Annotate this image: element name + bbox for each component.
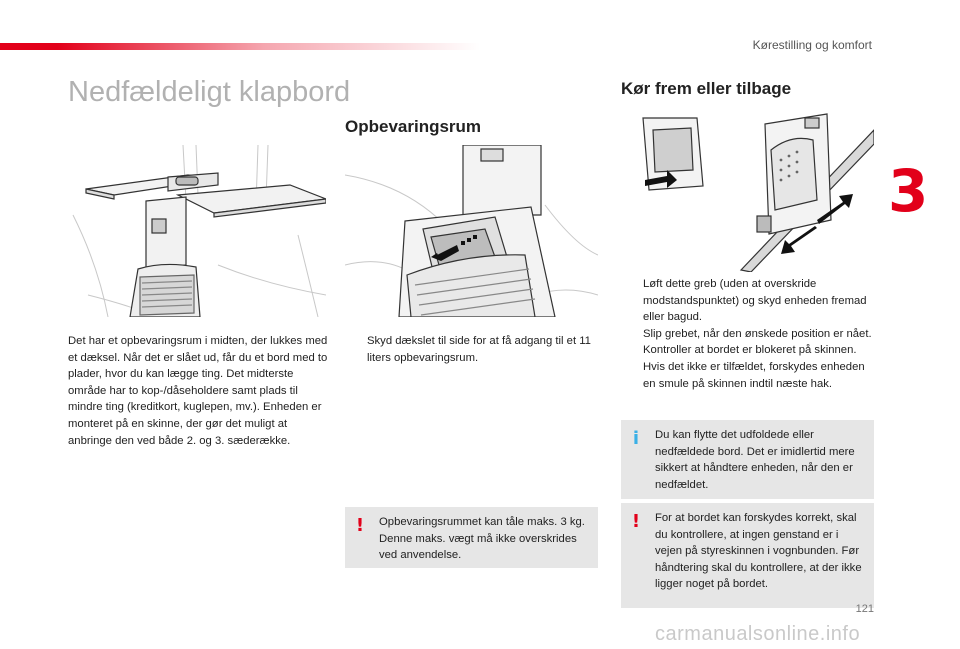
list-item-text: Kontroller at bordet er blokeret på skinnen. Hvis det ikke er tilfældet, forskydes enheden en smule på skinnen indtil næste hak. <box>643 344 865 390</box>
chapter-title: Kørestilling og komfort <box>752 38 872 52</box>
warning-exclamation-icon: ! <box>355 515 365 536</box>
info-i-icon: i <box>632 428 640 449</box>
warning-note-text: For at bordet kan forskydes korrekt, skal du kontrollere, at ingen genstand er i vejen på styreskinnen i vognbunden. Før håndtering skal du kontrollere, at der ikke ligger noget på bordet. <box>655 512 862 591</box>
storage-heading: Opbevaringsrum <box>345 117 482 136</box>
move-instructions <box>621 276 877 392</box>
list-item <box>345 333 595 366</box>
rail-illustration <box>621 110 874 272</box>
page-title: Nedfældeligt klapbord <box>68 76 351 108</box>
move-heading: Kør frem eller tilbage <box>621 79 792 98</box>
info-note <box>621 420 874 499</box>
storage-instructions <box>345 333 595 366</box>
rail-drawing <box>621 110 874 272</box>
list-item <box>621 326 877 343</box>
folding-table-drawing <box>68 145 326 317</box>
page-number: 121 <box>855 603 874 615</box>
storage-illustration <box>345 145 598 317</box>
list-item-text: Slip grebet, når den ønskede position er nået. <box>643 327 872 340</box>
chapter-number: 3 <box>888 157 929 225</box>
list-item <box>621 342 877 392</box>
warning-note-text: Opbevaringsrummet kan tåle maks. 3 kg. Denne maks. vægt må ikke overskrides ved anvendelse. <box>379 516 585 562</box>
info-note-text: Du kan flytte det udfoldede eller nedfældede bord. Det er imidlertid mere sikkert at håndtere enheden, når den er nedfældet. <box>655 429 855 491</box>
chapter-color-bar <box>0 43 480 50</box>
list-item <box>621 276 877 326</box>
list-item-text: Løft dette greb (uden at overskride modstandspunktet) og skyd enheden fremad eller bagud. <box>643 278 867 324</box>
folding-table-illustration <box>68 145 326 317</box>
list-item-text: Skyd dækslet til side for at få adgang til et 11 liters opbevaringsrum. <box>367 335 591 364</box>
warning-note-storage <box>345 507 598 568</box>
warning-exclamation-icon: ! <box>631 511 641 532</box>
watermark: carmanualsonline.info <box>655 623 861 645</box>
storage-drawing <box>345 145 598 317</box>
intro-paragraph: Det har et opbevaringsrum i midten, der lukkes med et dæksel. Når det er slået ud, får du et bord med to plader, hvor du kan lægge ting. Det midterste område har to kop-/dåseholdere samt plads til mindre ting (kreditkort, kuglepen, mv.). Enheden er monteret på en skinne, der gør det muligt at anbringe den ved både 2. og 3. sæderække. <box>68 335 328 447</box>
warning-note-rail <box>621 503 874 608</box>
